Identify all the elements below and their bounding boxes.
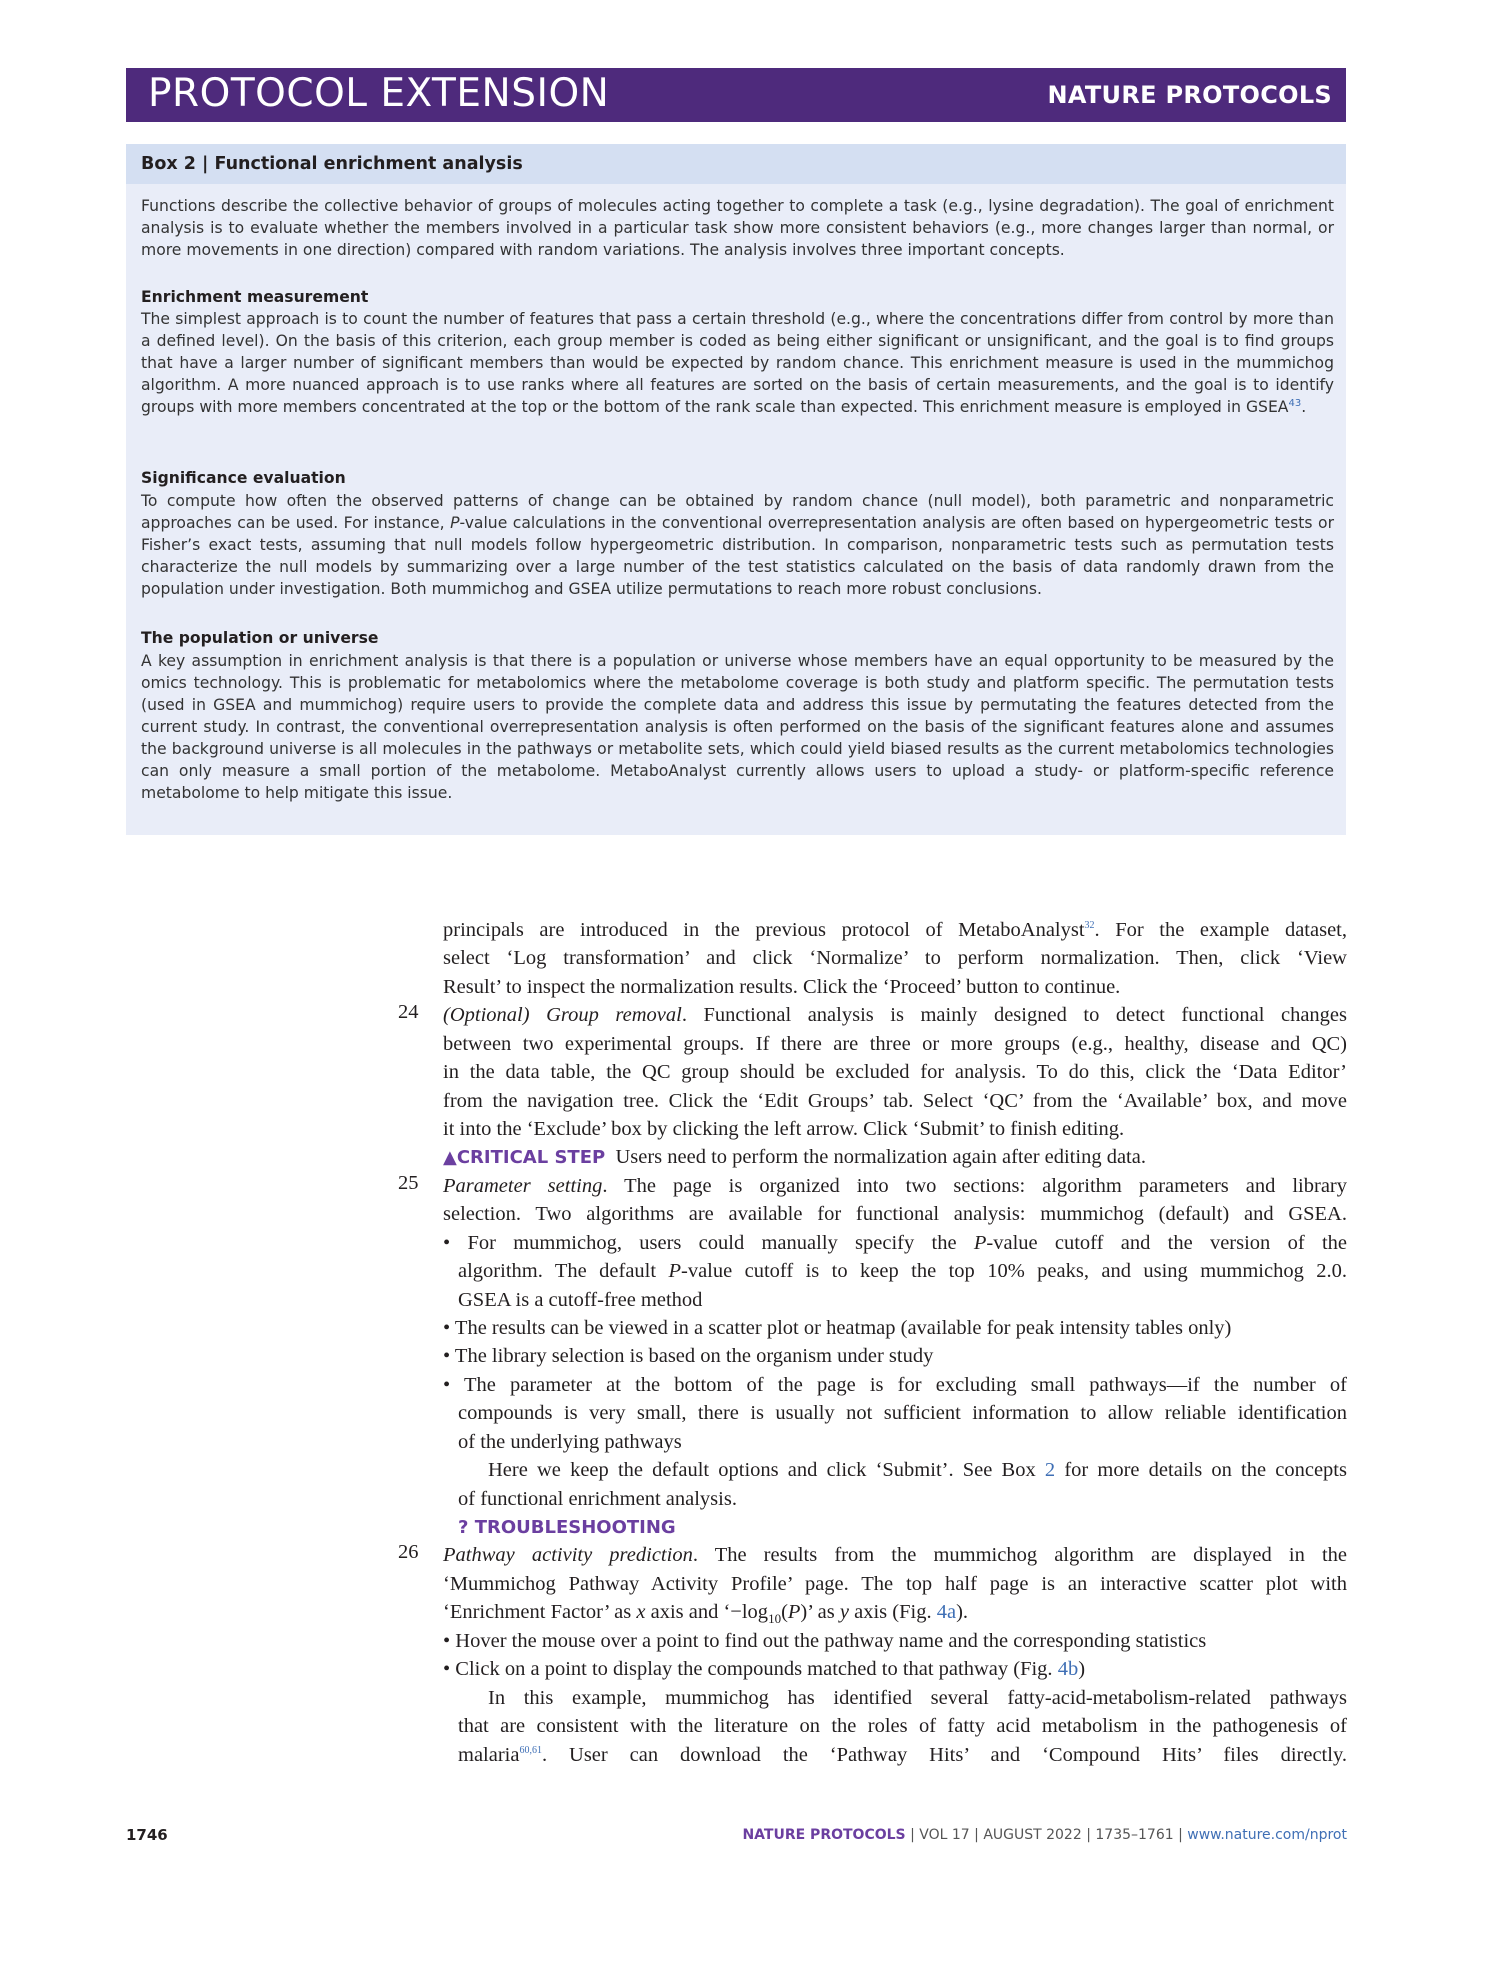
section-text-enrichment: The simplest approach is to count the number of features that pass a certain threshold (e.g., where the concentrations differ from control by more than a defined level). On the basis of this criterion, each group member is coded as being either significant or unsignificant, and the goal is to find groups that have a larger number of significant members than would be expected by random chance. This enrichment measure is used in the mummichog algorithm. A more nuanced approach is to use ranks where all features are sorted on the basis of certain measurements, and the goal is to identify groups with more members concentrated at the top or the bottom of the rank scale than expected. This enrichment measure is employed in GSEA$^{43}$. (141, 310, 1334, 416)
section-heading-population: The population or universe (141, 629, 379, 647)
body-line: malaria$^{60,61}$. User can download the ‘Pathway Hits’ and ‘Compound Hits’ files directly. (458, 1744, 1347, 1766)
bullet-item: • The results can be viewed in a scatter plot or heatmap (available for peak intensity tables only) (443, 1317, 1232, 1339)
page-number: 1746 (126, 1826, 168, 1844)
body-line: select ‘Log transformation’ and click ‘Normalize’ to perform normalization. Then, click ‘View (443, 947, 1347, 969)
bullet-item: • The library selection is based on the organism under study (443, 1345, 934, 1367)
section-text-population: A key assumption in enrichment analysis is that there is a population or universe whose members have an equal opportunity to be measured by the omics technology. This is problematic for metabolomics where the metabolome coverage is both study and platform specific. The permutation tests (used in GSEA and mummichog) require users to provide the complete data and address this issue by permutating the features detected from the current study. In contrast, the conventional overrepresentation analysis is often performed on the basis of the significant features alone and assumes the background universe is all molecules in the pathways or metabolite sets, which could yield biased results as the current metabolomics technologies can only measure a small portion of the metabolome. MetaboAnalyst currently allows users to upload a study- or platform-specific reference metabolome to help mitigate this issue. (141, 652, 1334, 802)
body-line: in the data table, the QC group should be excluded for analysis. To do this, click the ‘Data Editor’ (443, 1061, 1347, 1083)
body-line: selection. Two algorithms are available for functional analysis: mummichog (default) and GSEA. (443, 1203, 1347, 1225)
box-title-bar (126, 144, 1346, 184)
section-heading-significance: Significance evaluation (141, 469, 346, 487)
citation-43[interactable]: 43 (1288, 397, 1302, 409)
page-header (126, 68, 1346, 122)
fig-4a-link[interactable]: 4a (936, 1601, 957, 1623)
box-2-link[interactable]: 2 (1044, 1459, 1056, 1481)
journal-url-link[interactable]: www.nature.com/nprot (1187, 1827, 1347, 1843)
fig-4b-link[interactable]: 4b (1057, 1658, 1079, 1680)
body-line: between two experimental groups. If there are three or more groups (e.g., healthy, disease and QC) (443, 1033, 1347, 1055)
body-line: that are consistent with the literature on the roles of fatty acid metabolism in the pathogenesis of (458, 1715, 1347, 1737)
step-26-title-line: Pathway activity prediction. The results from the mummichog algorithm are displayed in the (443, 1544, 1347, 1566)
footer-citation: NATURE PROTOCOLS | VOL 17 | AUGUST 2022 | 1735–1761 | www.nature.com/nprot (742, 1827, 1347, 1843)
body-line: algorithm. The default P-value cutoff is to keep the top 10% peaks, and using mummichog 2.0. (458, 1260, 1347, 1282)
body-line: ‘Enrichment Factor’ as x axis and ‘$-\log_{10}(P)$’ as y axis (Fig. 4a). (443, 1601, 969, 1627)
body-line: principals are introduced in the previous protocol of MetaboAnalyst$^{32}$. For the example dataset, (443, 919, 1347, 941)
body-line: In this example, mummichog has identified several fatty-acid-metabolism-related pathways (488, 1687, 1347, 1709)
box-2 (126, 144, 1346, 835)
citation-60-61[interactable]: 60,61 (519, 1745, 542, 1757)
body-line: compounds is very small, there is usually not sufficient information to allow reliable identification (458, 1402, 1347, 1424)
bullet-item: • Click on a point to display the compounds matched to that pathway (Fig. 4b) (443, 1658, 1086, 1680)
troubleshooting-link[interactable]: ? TROUBLESHOOTING (458, 1517, 676, 1538)
box-intro: Functions describe the collective behavior of groups of molecules acting together to complete a task (e.g., lysine degradation). The goal of enrichment analysis is to evaluate whether the members involved in a particular task show more consistent behaviors (e.g., more changes larger than normal, or more movements in one direction) compared with random variations. The analysis involves three important concepts. (141, 197, 1334, 259)
step-25-title-line: Parameter setting. The page is organized into two sections: algorithm parameters and library (443, 1175, 1347, 1197)
bullet-item: • The parameter at the bottom of the page is for excluding small pathways—if the number of (443, 1374, 1347, 1396)
step-24-title-line: (Optional) Group removal. Functional analysis is mainly designed to detect functional changes (443, 1004, 1347, 1026)
section-heading-enrichment: Enrichment measurement (141, 288, 369, 306)
critical-step: ▲CRITICAL STEP Users need to perform the normalization again after editing data. (443, 1146, 1146, 1168)
body-line: it into the ‘Exclude’ box by clicking the left arrow. Click ‘Submit’ to finish editing. (443, 1118, 1125, 1140)
body-line: of the underlying pathways (458, 1431, 682, 1453)
body-line: of functional enrichment analysis. (458, 1488, 737, 1510)
body-line: from the navigation tree. Click the ‘Edit Groups’ tab. Select ‘QC’ from the ‘Available’ box, and move (443, 1090, 1347, 1112)
body-line: Result’ to inspect the normalization results. Click the ‘Proceed’ button to continue. (443, 976, 1121, 998)
step-number-25: 25 (398, 1172, 419, 1194)
citation-32[interactable]: 32 (1084, 920, 1095, 932)
critical-step-label: ▲CRITICAL STEP (443, 1147, 606, 1168)
bullet-item: • Hover the mouse over a point to find out the pathway name and the corresponding statistics (443, 1630, 1207, 1652)
body-line: GSEA is a cutoff-free method (458, 1289, 703, 1311)
journal-name: NATURE PROTOCOLS (1047, 81, 1332, 109)
section-title: PROTOCOL EXTENSION (148, 71, 610, 116)
section-text-significance: To compute how often the observed patterns of change can be obtained by random chance (null model), both parametric and nonparametric approaches can be used. For instance, P-value calculations in the conventional overrepresentation analysis are often based on hypergeometric tests or Fisher’s exact tests, assuming that null models follow hypergeometric distribution. In comparison, nonparametric tests such as permutation tests characterize the null models by summarizing over a large number of the test statistics calculated on the basis of data randomly drawn from the population under investigation. Both mummichog and GSEA utilize permutations to reach more robust conclusions. (141, 492, 1334, 598)
body-line: ‘Mummichog Pathway Activity Profile’ page. The top half page is an interactive scatter plot with (443, 1573, 1347, 1595)
step-number-26: 26 (398, 1541, 419, 1563)
step-number-24: 24 (398, 1001, 419, 1023)
bullet-item: • For mummichog, users could manually specify the P-value cutoff and the version of the (443, 1232, 1347, 1254)
body-line: Here we keep the default options and click ‘Submit’. See Box 2 for more details on the concepts (488, 1459, 1347, 1481)
box-title: Box 2 | Functional enrichment analysis (141, 154, 523, 174)
